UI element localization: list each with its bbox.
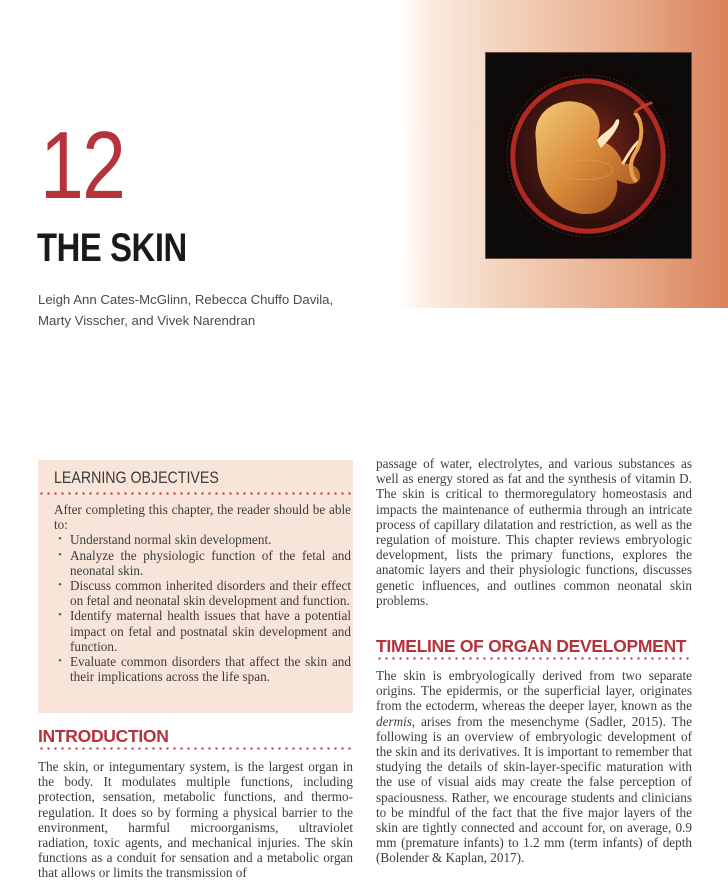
dotted-divider	[38, 492, 353, 495]
bullet-icon: •	[58, 655, 62, 668]
learning-objectives-title: LEARNING OBJECTIVES	[54, 469, 219, 487]
fetus-icon	[486, 53, 691, 258]
learning-objectives-box	[38, 460, 353, 713]
dotted-divider	[38, 747, 353, 750]
objective-item: • Understand normal skin development.	[58, 532, 272, 548]
timeline-heading: TIMELINE OF ORGAN DEVELOPMENT	[376, 636, 687, 656]
objective-item: • Identify maternal health issues that have a potential impact on fetal and postnatal skin development and function.	[58, 608, 351, 654]
introduction-heading: INTRODUCTION	[38, 726, 169, 746]
objective-item: • Discuss common inherited disorders and their effect on fetal and neonatal skin development and function.	[58, 578, 351, 609]
italic-term: dermis	[376, 713, 412, 729]
chapter-authors	[38, 289, 378, 331]
learning-objectives-list	[54, 532, 351, 684]
fetus-in-womb-illustration	[485, 52, 692, 259]
bullet-icon: •	[58, 548, 62, 561]
objective-item: • Analyze the physiologic function of the fetal and neonatal skin.	[58, 547, 351, 578]
learning-objectives-body	[54, 502, 351, 684]
bullet-icon: •	[58, 579, 62, 592]
objective-item: • Evaluate common disorders that affect the skin and their implications across the life span.	[58, 654, 351, 685]
learning-objectives-intro: After completing this chapter, the reader should be able to:	[54, 502, 351, 533]
introduction-paragraph: The skin, or integumentary system, is the largest organ in the body. It modulates multiple functions, including protection, sensation, metabolic functions, and thermoregulation. It does so by forming a physical barrier to the environment, harmful microorganisms, ultraviolet radiation, toxic agents, and mechanical injuries. The skin functions as a conduit for sensation and a metabolic organ that allows or limits the transmission of	[38, 759, 353, 881]
bullet-icon: •	[58, 533, 62, 546]
bullet-icon: •	[58, 609, 62, 622]
timeline-paragraph: The skin is embryologically derived from two separate origins. The epidermis, or the superficial layer, originates from the ectoderm, whereas the deeper layer, known as the dermis, arises from the mesenchyme (Sadler, 2015). The following is an overview of embryologic development of the skin and its derivatives. It is important to remember that studying the details of skin-layer-specific maturation with the use of visual aids may create the false perception of spaciousness. Rather, we encourage students and clinicians to be mindful of the fact that the five major layers of the skin are tightly connected and account for, on average, 0.9 mm (premature infants) to 1.2 mm (term infants) of depth (Bolender & Kaplan, 2017).	[376, 668, 692, 866]
chapter-title: THE SKIN	[37, 226, 187, 270]
authors-line-1: Leigh Ann Cates-McGlinn, Rebecca Chuffo Davila,	[38, 292, 334, 307]
dotted-divider	[376, 657, 692, 660]
authors-line-2: Marty Visscher, and Vivek Narendran	[38, 313, 256, 328]
chapter-number: 12	[40, 112, 125, 219]
introduction-paragraph-continued: passage of water, electrolytes, and various substances as well as energy stored as fat and the synthesis of vitamin D. The skin is critical to thermoregulatory homeostasis and impacts the maintenance of euthermia through an intricate process of capillary dilatation and restriction, as well as the regulation of moisture. This chapter reviews embryologic development, lists the primary functions, explores the anatomic layers and their physiologic functions, discusses genetic influences, and outlines common neonatal skin problems.	[376, 456, 692, 608]
